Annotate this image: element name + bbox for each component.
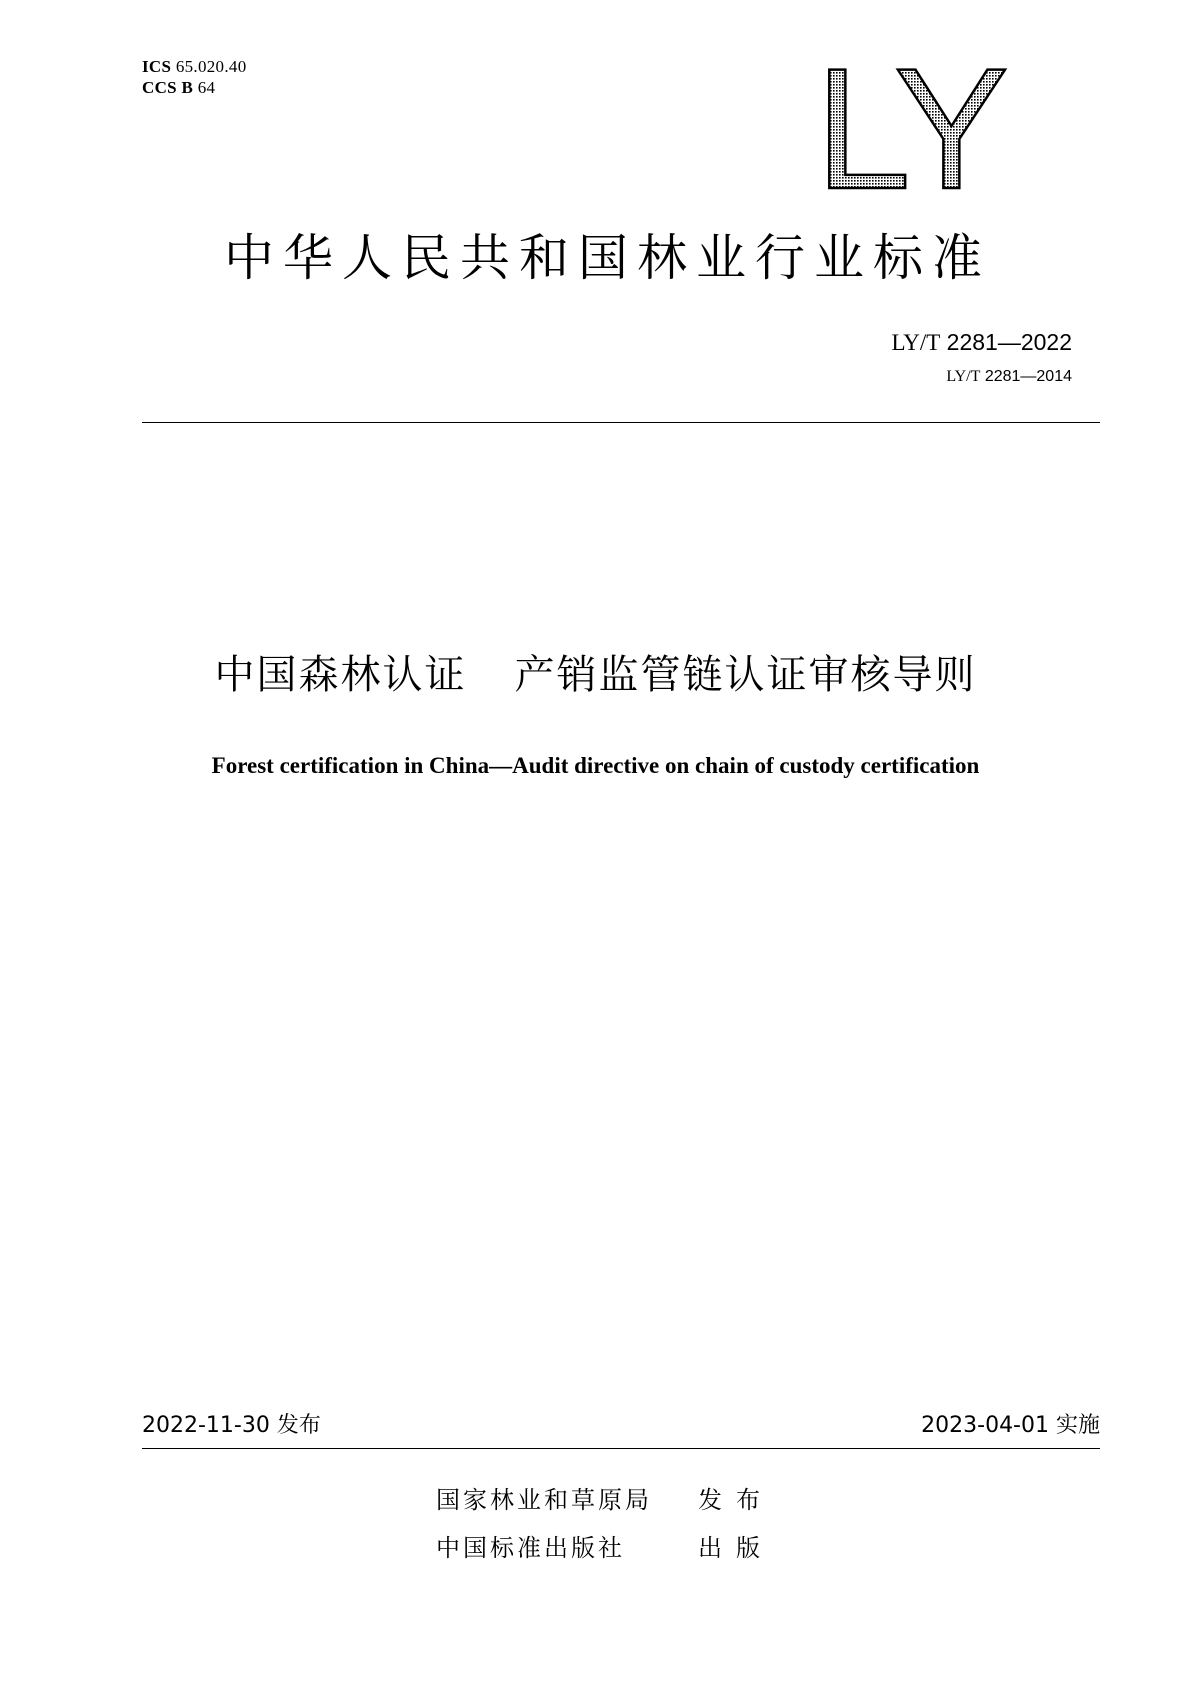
document-title-part2: 产销监管链认证审核导则 <box>514 652 977 698</box>
issuer-action: 发布 <box>698 1486 774 1514</box>
issuer-row <box>436 1484 774 1516</box>
document-title <box>0 650 1191 700</box>
issue-date: 2022-11-30 发布 <box>142 1413 321 1438</box>
replaced-standard-number <box>946 367 1072 387</box>
document-title-part1: 中国森林认证 <box>214 652 467 698</box>
ly-logo <box>800 60 1020 200</box>
ics-label: ICS <box>142 57 172 76</box>
classification-codes <box>142 56 247 98</box>
publisher-action: 出版 <box>698 1534 774 1562</box>
footer-divider <box>142 1448 1100 1449</box>
header-divider <box>142 422 1100 423</box>
implement-date: 2023-04-01 实施 <box>921 1413 1100 1438</box>
ccs-label: CCS <box>142 78 177 97</box>
ics-code <box>142 56 247 77</box>
document-title-english: Forest certification in China—Audit directive on chain of custody certification <box>211 753 980 778</box>
issuer-org: 国家林业和草原局 <box>436 1486 652 1514</box>
standard-number-value: 2281—2022 <box>946 329 1072 355</box>
standard-number <box>891 328 1072 357</box>
ccs-value: 64 <box>197 78 216 97</box>
ics-value: 65.020.40 <box>175 57 247 76</box>
ccs-code <box>142 77 247 98</box>
standard-number-prefix: LY/T <box>891 330 941 355</box>
standard-category-title: 中华人民共和国林业行业标准 <box>224 229 991 287</box>
replaced-standard-value: 2281—2014 <box>984 368 1072 385</box>
ccs-class: B <box>181 78 194 97</box>
replaced-standard-prefix: LY/T <box>946 368 981 385</box>
publisher-org: 中国标准出版社 <box>436 1534 625 1562</box>
ly-logo-text: LY <box>815 60 1005 200</box>
publisher-row <box>436 1532 774 1564</box>
